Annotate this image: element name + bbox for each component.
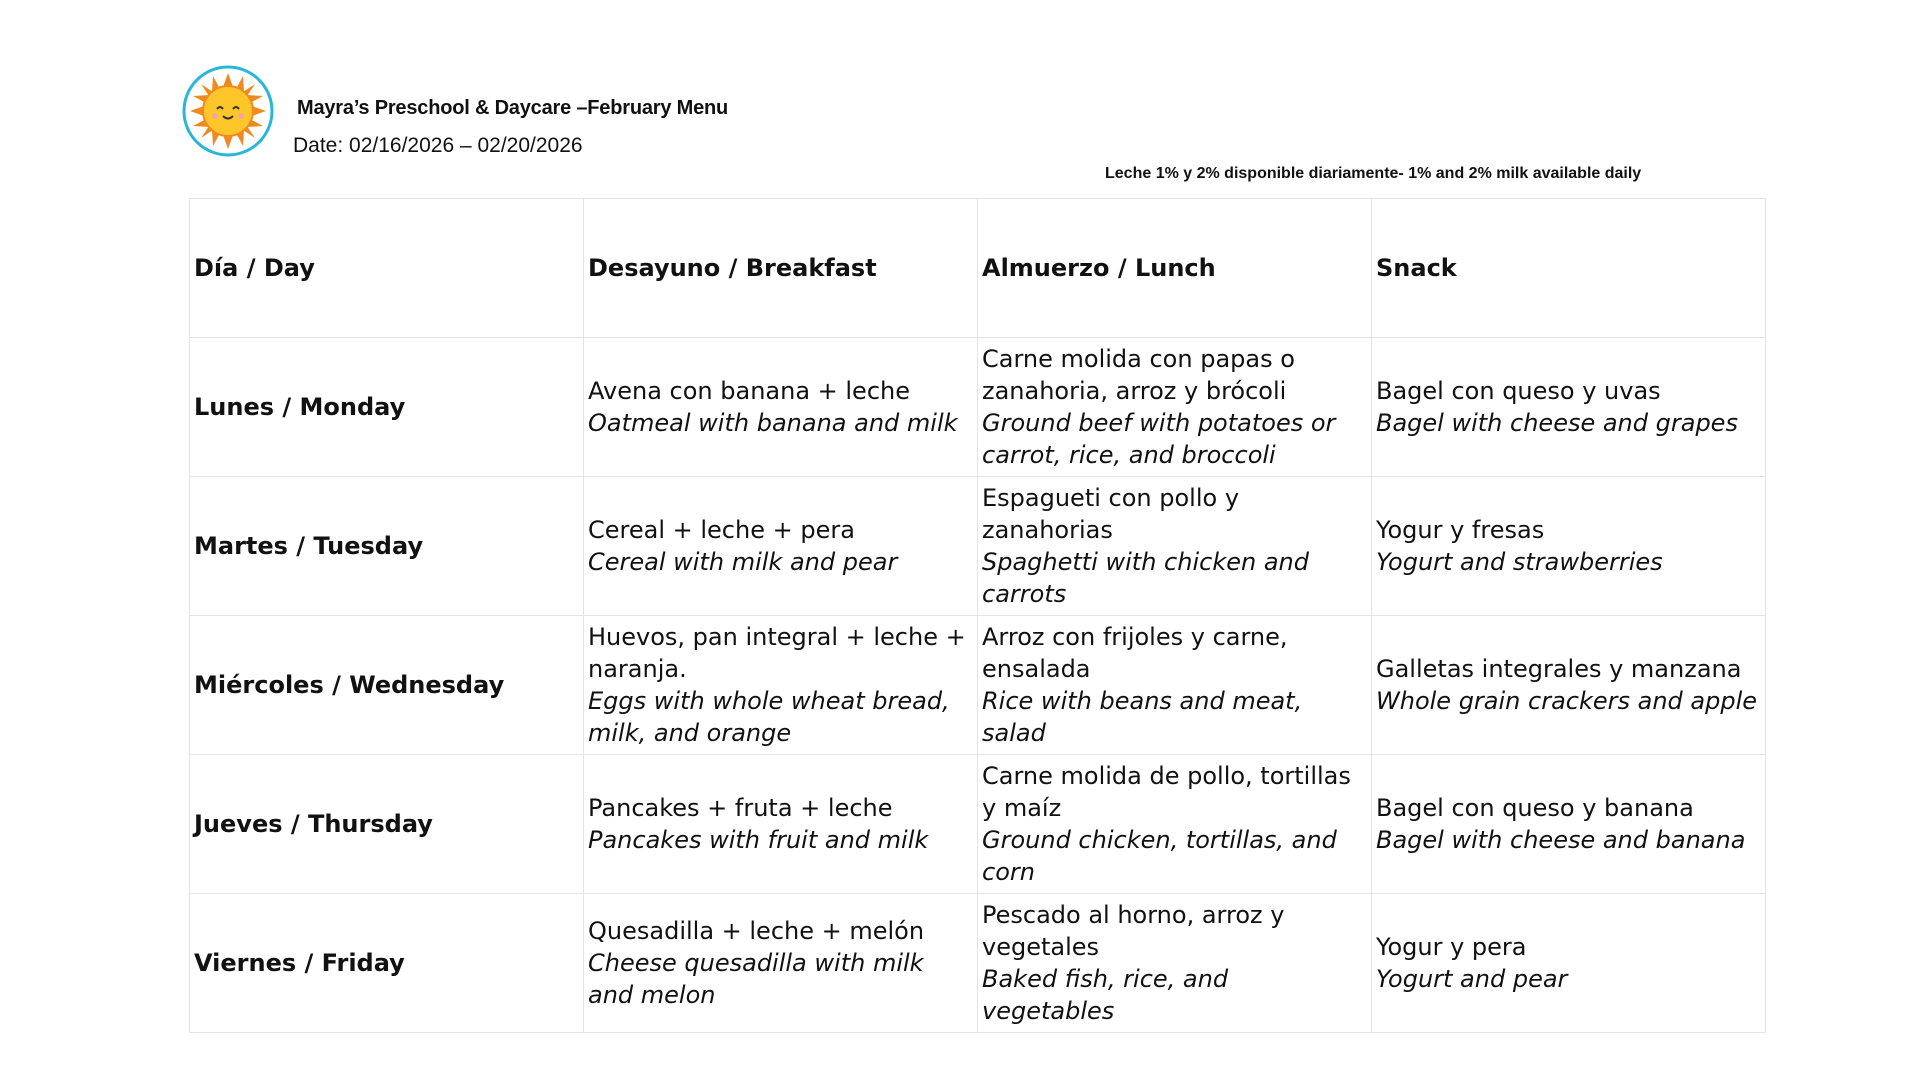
breakfast-cell <box>584 477 978 616</box>
breakfast-english: Pancakes with fruit and milk <box>588 826 929 854</box>
day-cell: Viernes / Friday <box>190 894 584 1033</box>
lunch-cell <box>978 616 1372 755</box>
lunch-english: Ground chicken, tortillas, and corn <box>982 826 1337 886</box>
lunch-spanish: Carne molida de pollo, tortillas y maíz <box>982 762 1351 822</box>
snack-english: Bagel with cheese and grapes <box>1376 409 1738 437</box>
breakfast-spanish: Quesadilla + leche + melón <box>588 917 925 945</box>
snack-spanish: Yogur y fresas <box>1376 516 1545 544</box>
snack-spanish: Bagel con queso y banana <box>1376 794 1694 822</box>
day-cell: Martes / Tuesday <box>190 477 584 616</box>
snack-english: Bagel with cheese and banana <box>1376 826 1746 854</box>
lunch-english: Ground beef with potatoes or carrot, rice, and broccoli <box>982 409 1336 469</box>
breakfast-spanish: Pancakes + fruta + leche <box>588 794 893 822</box>
table-row <box>190 755 1766 894</box>
lunch-spanish: Carne molida con papas o zanahoria, arroz y brócoli <box>982 345 1295 405</box>
snack-english: Whole grain crackers and apple <box>1376 687 1758 715</box>
snack-english: Yogurt and pear <box>1376 965 1568 993</box>
lunch-spanish: Espagueti con pollo y zanahorias <box>982 484 1240 544</box>
day-cell: Jueves / Thursday <box>190 755 584 894</box>
snack-cell <box>1372 338 1766 477</box>
snack-spanish: Yogur y pera <box>1376 933 1527 961</box>
snack-cell <box>1372 894 1766 1033</box>
day-cell: Lunes / Monday <box>190 338 584 477</box>
breakfast-spanish: Cereal + leche + pera <box>588 516 855 544</box>
breakfast-spanish: Avena con banana + leche <box>588 377 910 405</box>
lunch-english: Baked fish, rice, and vegetables <box>982 965 1229 1025</box>
lunch-cell <box>978 755 1372 894</box>
breakfast-english: Cereal with milk and pear <box>588 548 898 576</box>
lunch-spanish: Arroz con frijoles y carne, ensalada <box>982 623 1288 683</box>
snack-spanish: Bagel con queso y uvas <box>1376 377 1661 405</box>
snack-spanish: Galletas integrales y manzana <box>1376 655 1742 683</box>
lunch-english: Rice with beans and meat, salad <box>982 687 1303 747</box>
breakfast-cell <box>584 338 978 477</box>
breakfast-cell <box>584 616 978 755</box>
lunch-english: Spaghetti with chicken and carrots <box>982 548 1309 608</box>
column-header-day: Día / Day <box>190 199 584 338</box>
table-row <box>190 894 1766 1033</box>
sun-logo-graphic <box>182 65 274 157</box>
snack-cell <box>1372 477 1766 616</box>
table-row <box>190 477 1766 616</box>
breakfast-cell <box>584 894 978 1033</box>
snack-english: Yogurt and strawberries <box>1376 548 1663 576</box>
day-cell: Miércoles / Wednesday <box>190 616 584 755</box>
breakfast-cell <box>584 755 978 894</box>
lunch-cell <box>978 894 1372 1033</box>
table-row <box>190 616 1766 755</box>
page-title: Mayra’s Preschool & Daycare –February Menu <box>297 97 729 119</box>
breakfast-english: Oatmeal with banana and milk <box>588 409 958 437</box>
milk-availability-note: Leche 1% y 2% disponible diariamente- 1% and 2% milk available daily <box>1105 165 1642 182</box>
sun-icon <box>182 65 274 157</box>
table-row <box>190 338 1766 477</box>
snack-cell <box>1372 755 1766 894</box>
column-header-lunch: Almuerzo / Lunch <box>978 199 1372 338</box>
column-header-snack: Snack <box>1372 199 1766 338</box>
column-header-breakfast: Desayuno / Breakfast <box>584 199 978 338</box>
table-header-row <box>190 199 1766 338</box>
lunch-cell <box>978 338 1372 477</box>
breakfast-spanish: Huevos, pan integral + leche + naranja. <box>588 623 966 683</box>
menu-date-range: Date: 02/16/2026 – 02/20/2026 <box>293 134 583 157</box>
lunch-cell <box>978 477 1372 616</box>
breakfast-english: Eggs with whole wheat bread, milk, and orange <box>588 687 950 747</box>
weekly-menu-table <box>189 198 1766 1033</box>
lunch-spanish: Pescado al horno, arroz y vegetales <box>982 901 1285 961</box>
breakfast-english: Cheese quesadilla with milk and melon <box>588 949 924 1009</box>
snack-cell <box>1372 616 1766 755</box>
